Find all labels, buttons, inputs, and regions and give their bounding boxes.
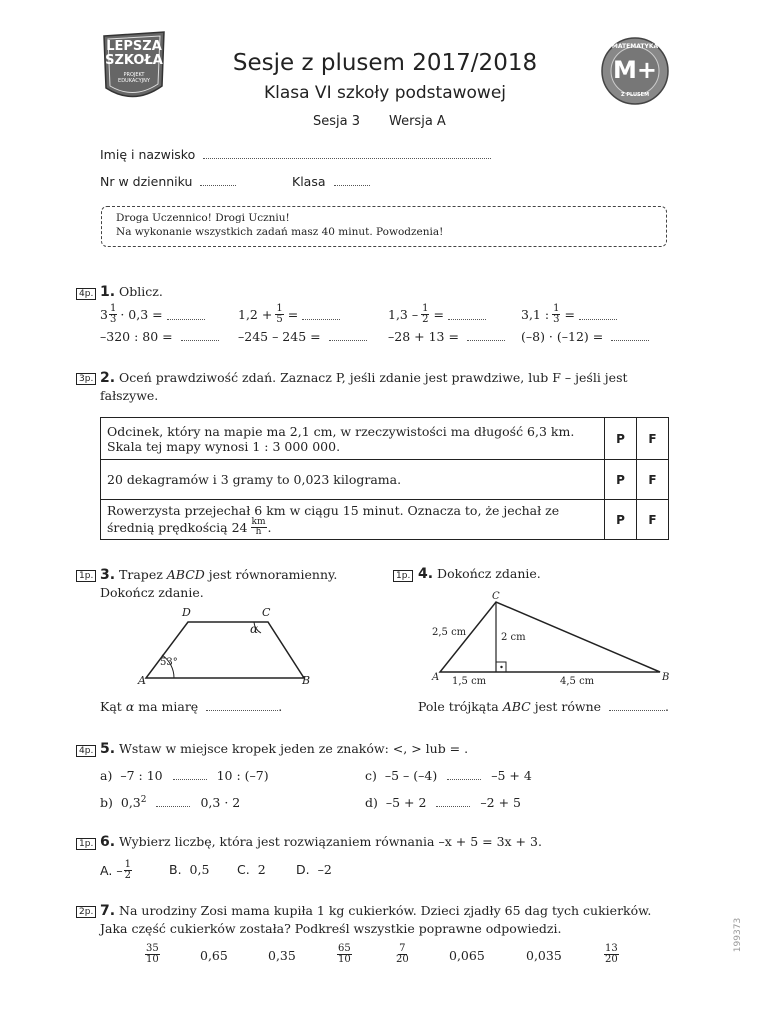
- answer-field[interactable]: [156, 796, 190, 807]
- page-subtitle: Klasa VI szkoły podstawowej: [263, 83, 507, 103]
- logo-line-4: EDUKACYJNY: [118, 78, 150, 84]
- q1-item-b: [238, 303, 340, 325]
- q1-item-c: [388, 303, 486, 325]
- numerator: 7: [399, 943, 406, 954]
- true-option[interactable]: P: [605, 460, 637, 500]
- numerator: 1: [553, 302, 560, 314]
- question-1-header: [100, 284, 163, 300]
- left-expr: [121, 795, 147, 810]
- points-badge: 4p.: [76, 745, 96, 757]
- journal-number-field[interactable]: [200, 175, 236, 186]
- page-title: Sesje z plusem 2017/2018: [232, 50, 538, 76]
- denominator: 2: [124, 869, 131, 881]
- answer-abc: ABC: [502, 699, 531, 714]
- question-7-header: [100, 902, 668, 938]
- true-false-table: [100, 417, 669, 540]
- item-label: b): [100, 795, 113, 811]
- q5-item-a: [100, 768, 269, 783]
- statement-line-1: Rowerzysta przejechał 6 km w ciągu 15 minut. Oznacza to, że jechał ze: [107, 502, 560, 518]
- table-row: [101, 460, 669, 500]
- q3-answer: [100, 699, 282, 714]
- question-4-header: [418, 566, 541, 582]
- label-angle-53: 53°: [160, 657, 178, 668]
- answer-value: 0,65: [200, 948, 228, 963]
- q7-answer-6[interactable]: [449, 948, 485, 963]
- period: .: [278, 699, 283, 714]
- denominator: 10: [338, 954, 351, 965]
- side-code: 199373: [733, 917, 743, 953]
- item-label: d): [365, 795, 378, 810]
- fraction: [552, 304, 560, 325]
- fraction: [145, 944, 160, 965]
- statement-cell: [101, 460, 605, 500]
- denominator: 5: [276, 313, 283, 325]
- fraction: [275, 304, 283, 325]
- q1-b-right: =: [287, 306, 299, 322]
- numerator: 1: [124, 858, 131, 870]
- table-row: [101, 418, 669, 460]
- q6-option-d[interactable]: [296, 862, 332, 877]
- question-text: Trapez: [119, 567, 163, 582]
- question-3-header: [100, 566, 337, 602]
- q5-item-d: [365, 795, 521, 810]
- question-number: 3.: [100, 567, 116, 583]
- question-text-line-2: fałszywe.: [100, 388, 159, 403]
- label-height: 2 cm: [501, 632, 526, 643]
- points-badge: 1p.: [76, 570, 96, 582]
- answer-field[interactable]: [302, 309, 340, 320]
- q7-answer-8[interactable]: [603, 944, 620, 965]
- numerator: 1: [422, 302, 429, 314]
- period: .: [665, 699, 669, 714]
- answer-text-rest: ma miarę: [138, 699, 199, 714]
- statement-line-2: Skala tej mapy wynosi 1 : 3 000 000.: [107, 438, 341, 454]
- answer-value: 0,35: [268, 948, 296, 963]
- fraction: [124, 860, 132, 881]
- q1-d-right: =: [564, 306, 575, 322]
- answer-field[interactable]: [436, 796, 470, 807]
- statement-text: średnią prędkością 24: [107, 519, 248, 535]
- q1-item-e: [100, 329, 219, 344]
- q1-a-rest: · 0,3 =: [120, 306, 163, 322]
- false-option[interactable]: F: [637, 460, 669, 500]
- logo-right-mark: M+: [613, 56, 657, 84]
- q1-g-expr: –28 + 13 =: [388, 329, 459, 344]
- q1-d-left: 3,1 :: [521, 306, 550, 322]
- logo-right-top: MATEMATYKA: [611, 43, 659, 50]
- points-badge: 2p.: [76, 906, 96, 918]
- question-text: Dokończ zdanie.: [437, 566, 541, 581]
- answer-field[interactable]: [329, 330, 367, 341]
- class-label: Klasa: [292, 174, 326, 189]
- item-label: a): [100, 768, 113, 783]
- answer-field[interactable]: [173, 769, 207, 780]
- logo-line-3: PROJEKT: [123, 72, 145, 78]
- option-letter: D.: [296, 862, 310, 877]
- question-instruction: Dokończ zdanie.: [100, 585, 204, 600]
- answer-field[interactable]: [167, 309, 205, 320]
- numerator: km: [251, 516, 266, 527]
- q7-answer-7[interactable]: [526, 948, 562, 963]
- denominator: 2: [422, 313, 429, 325]
- true-option[interactable]: P: [605, 500, 637, 540]
- notice-box: [101, 206, 667, 247]
- question-text: Wybierz liczbę, która jest rozwiązaniem równania –x + 5 = 3x + 3.: [119, 834, 542, 849]
- fraction: [109, 304, 117, 325]
- question-5-header: [100, 741, 468, 757]
- option-letter: A.: [100, 862, 113, 878]
- fraction: [421, 304, 429, 325]
- q7-answer-4[interactable]: [336, 944, 353, 965]
- logo-line-1: LEPSZA: [106, 39, 162, 54]
- statement-line-2: [107, 518, 598, 537]
- label-B: B: [302, 674, 311, 687]
- journal-number-label: Nr w dzienniku: [100, 174, 193, 189]
- answer-field[interactable]: [181, 330, 219, 341]
- right-expr: –5 + 4: [491, 768, 532, 783]
- label-segment-ad: 1,5 cm: [452, 676, 487, 687]
- logo-line-2: SZKOŁA: [105, 53, 163, 68]
- label-C: C: [492, 591, 500, 602]
- trapezoid-diagram: [136, 606, 316, 690]
- answer-field[interactable]: [611, 330, 649, 341]
- q1-f-expr: –245 – 245 =: [238, 329, 321, 344]
- name-label: Imię i nazwisko: [100, 147, 196, 162]
- q7-answer-5[interactable]: [394, 944, 411, 965]
- points-badge: 1p.: [76, 838, 96, 850]
- option-letter: B.: [169, 862, 182, 877]
- answer-field[interactable]: [447, 769, 481, 780]
- numerator: 65: [338, 943, 351, 954]
- denominator: h: [255, 526, 262, 537]
- table-row: [101, 500, 669, 540]
- numerator: 1: [276, 302, 283, 314]
- points-badge: 4p.: [76, 288, 96, 300]
- right-expr: 10 : (–7): [216, 768, 269, 783]
- denominator: 10: [146, 954, 159, 965]
- statement-cell: [101, 500, 605, 540]
- q1-a-int: 3: [100, 306, 108, 322]
- points-badge: 1p.: [393, 570, 413, 582]
- q1-item-g: [388, 329, 505, 344]
- label-side-ac: 2,5 cm: [432, 627, 467, 638]
- label-B: B: [662, 672, 670, 683]
- q1-c-left: 1,3 –: [388, 306, 419, 322]
- version-label: Wersja A: [389, 114, 446, 129]
- notice-time: Na wykonanie wszystkich zadań masz 40 minut. Powodzenia!: [116, 226, 444, 238]
- fraction: [604, 944, 619, 965]
- period: .: [267, 519, 272, 535]
- option-letter: C.: [237, 862, 250, 877]
- question-6-header: [100, 834, 542, 850]
- session-label: Sesja 3: [313, 114, 361, 129]
- label-D: D: [182, 606, 191, 619]
- q7-answer-1[interactable]: [144, 944, 161, 965]
- left-expr: –7 : 10: [120, 768, 163, 783]
- answer-text: Pole trójkąta: [418, 699, 499, 714]
- unit-fraction: [251, 518, 267, 537]
- right-expr: –2 + 5: [480, 795, 521, 810]
- left-expr: –5 – (–4): [384, 768, 438, 783]
- numerator: 13: [605, 943, 618, 954]
- label-A: A: [432, 672, 440, 683]
- option-value: –2: [317, 862, 332, 877]
- option-value: 2: [257, 862, 266, 877]
- question-number: 5.: [100, 741, 116, 757]
- answer-text-rest: jest równe: [534, 699, 602, 714]
- q7-answer-2[interactable]: [200, 948, 228, 963]
- question-text: Wstaw w miejsce kropek jeden ze znaków: <, > lub = .: [119, 741, 469, 756]
- base: 0,3: [120, 795, 141, 811]
- logo-lepsza-szkola: [100, 30, 168, 104]
- q1-item-h: [521, 329, 649, 344]
- item-label: c): [365, 768, 377, 783]
- triangle-diagram: [428, 592, 676, 692]
- question-text-line-2: Jaka część cukierków została? Podkreśl wszystkie poprawne odpowiedzi.: [100, 921, 562, 936]
- q6-option-a[interactable]: [100, 858, 133, 882]
- name-field[interactable]: [203, 148, 491, 159]
- label-A: A: [138, 674, 146, 687]
- answer-field[interactable]: [579, 309, 617, 320]
- q1-h-expr: (–8) · (–12) =: [521, 329, 604, 344]
- question-number: 4.: [418, 566, 434, 582]
- false-option[interactable]: F: [637, 418, 669, 460]
- q1-b-left: 1,2 +: [238, 306, 273, 322]
- question-text-line-1: Oceń prawdziwość zdań. Zaznacz P, jeśli zdanie jest prawdziwe, lub F – jeśli jest: [119, 370, 628, 385]
- q1-c-right: =: [433, 306, 444, 322]
- right-expr: 0,3 · 2: [200, 795, 241, 811]
- q5-item-c: [365, 768, 532, 783]
- answer-value: 0,065: [449, 948, 485, 963]
- exponent: 2: [140, 795, 147, 805]
- question-text-line-1: Na urodziny Zosi mama kupiła 1 kg cukierków. Dzieci zjadły 65 dag tych cukierków.: [119, 903, 652, 918]
- q1-item-d: [521, 303, 617, 325]
- logo-matematyka-z-plusem: [600, 36, 670, 106]
- class-field[interactable]: [334, 175, 370, 186]
- denominator: 20: [396, 954, 409, 965]
- q1-e-expr: –320 : 80 =: [100, 329, 173, 344]
- q7-answer-3[interactable]: [268, 948, 296, 963]
- question-number: 7.: [100, 903, 116, 919]
- option-sign: –: [116, 862, 123, 878]
- answer-field[interactable]: [609, 700, 665, 711]
- statement-line-1: Odcinek, który na mapie ma 2,1 cm, w rzeczywistości ma długość 6,3 km.: [107, 423, 575, 439]
- points-badge: 3p.: [76, 373, 96, 385]
- answer-alpha: α: [125, 699, 135, 714]
- denominator: 3: [109, 313, 117, 325]
- notice-greeting: Droga Uczennico! Drogi Uczniu!: [116, 212, 290, 224]
- fraction: [395, 944, 410, 965]
- true-option[interactable]: P: [605, 418, 637, 460]
- trapezoid-name: ABCD: [166, 567, 205, 582]
- label-segment-db: 4,5 cm: [560, 676, 595, 687]
- q1-item-a: [100, 303, 205, 325]
- false-option[interactable]: F: [637, 500, 669, 540]
- label-alpha: α: [250, 622, 259, 636]
- q1-item-f: [238, 329, 367, 344]
- label-C: C: [262, 606, 271, 619]
- answer-value: 0,035: [526, 948, 562, 963]
- numerator: 35: [146, 943, 159, 954]
- denominator: 3: [553, 313, 560, 325]
- answer-field[interactable]: [206, 700, 278, 711]
- q4-answer: [418, 699, 669, 714]
- q6-option-b[interactable]: [169, 862, 209, 877]
- numerator: 1: [109, 302, 117, 314]
- statement-cell: [101, 418, 605, 460]
- answer-text: Kąt: [100, 699, 122, 714]
- answer-field[interactable]: [467, 330, 505, 341]
- denominator: 20: [605, 954, 618, 965]
- question-number: 1.: [100, 284, 116, 300]
- left-expr: –5 + 2: [385, 795, 427, 810]
- q5-item-b: [100, 795, 240, 810]
- question-2-header: [100, 369, 668, 405]
- question-number: 2.: [100, 370, 116, 386]
- statement-line-1: 20 dekagramów i 3 gramy to 0,023 kilograma.: [107, 472, 402, 487]
- question-text-rest: jest równoramienny.: [208, 567, 338, 582]
- question-text: Oblicz.: [119, 284, 163, 299]
- q6-option-c[interactable]: [237, 862, 266, 877]
- option-value: 0,5: [189, 862, 210, 877]
- question-number: 6.: [100, 834, 116, 850]
- answer-field[interactable]: [448, 309, 486, 320]
- fraction: [337, 944, 352, 965]
- logo-right-bottom: Z PLUSEM: [620, 92, 650, 98]
